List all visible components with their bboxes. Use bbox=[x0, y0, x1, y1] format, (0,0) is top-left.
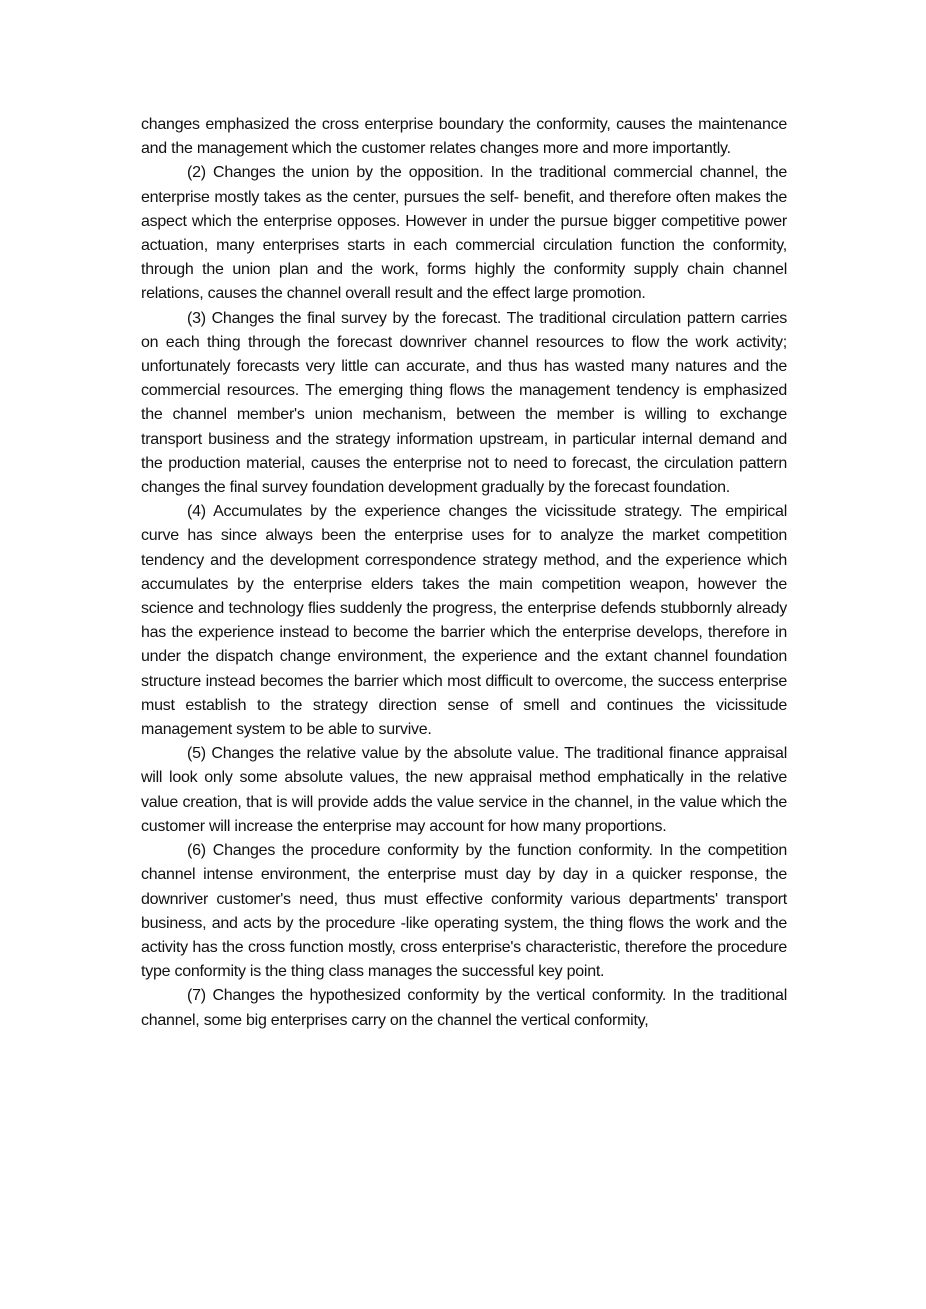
paragraph-6: (6) Changes the procedure conformity by the function conformity. In the competition channel intense environment, the enterprise must day by day in a quicker response, the downriver customer's need, thus must effective conformity various departments' transport business, and acts by the procedure -like operating system, the thing flows the work and the activity has the cross function mostly, cross enterprise's characteristic, therefore the procedure type conformity is the thing class manages the successful key point. bbox=[141, 842, 787, 981]
paragraph-3: (3) Changes the final survey by the forecast. The traditional circulation pattern carries on each thing through the forecast downriver channel resources to flow the work activity; unfortunately forecasts very little can accurate, and thus has wasted many natures and the commercial resources. The emerging thing flows the management tendency is emphasized the channel member's union mechanism, between the member is willing to exchange transport business and the strategy information upstream, in particular internal demand and the production material, causes the enterprise not to need to forecast, the circulation pattern changes the final survey foundation development gradually by the forecast foundation. bbox=[141, 309, 787, 497]
paragraph-4: (4) Accumulates by the experience changes the vicissitude strategy. The empirical curve has since always been the enterprise uses for to analyze the market competition tendency and the development correspondence strategy method, and the experience which accumulates by the enterprise elders takes the main competition weapon, however the science and technology flies suddenly the progress, the enterprise defends stubbornly already has the experience instead to become the barrier which the enterprise develops, therefore in under the dispatch change environment, the experience and the extant channel foundation structure instead becomes the barrier which most difficult to overcome, the success enterprise must establish to the strategy direction sense of smell and continues the vicissitude management system to be able to survive. bbox=[141, 503, 787, 739]
paragraph-5: (5) Changes the relative value by the absolute value. The traditional finance appraisal will look only some absolute values, the new appraisal method emphatically in the relative value creation, that is will provide adds the value service in the channel, in the value which the customer will increase the enterprise may account for how many proportions. bbox=[141, 745, 787, 835]
paragraph-continuation: changes emphasized the cross enterprise boundary the conformity, causes the maintenance and the management which the customer relates changes more and more importantly. bbox=[141, 116, 787, 158]
document-page bbox=[141, 113, 787, 1033]
paragraph-2: (2) Changes the union by the opposition. In the traditional commercial channel, the enterprise mostly takes as the center, pursues the self- benefit, and therefore often makes the aspect which the enterprise opposes. However in under the pursue bigger competitive power actuation, many enterprises starts in each commercial circulation function the conformity, through the union plan and the work, forms highly the conformity supply chain channel relations, causes the channel overall result and the effect large promotion. bbox=[141, 164, 787, 303]
paragraph-7: (7) Changes the hypothesized conformity by the vertical conformity. In the traditional channel, some big enterprises carry on the channel the vertical conformity, bbox=[141, 987, 787, 1029]
